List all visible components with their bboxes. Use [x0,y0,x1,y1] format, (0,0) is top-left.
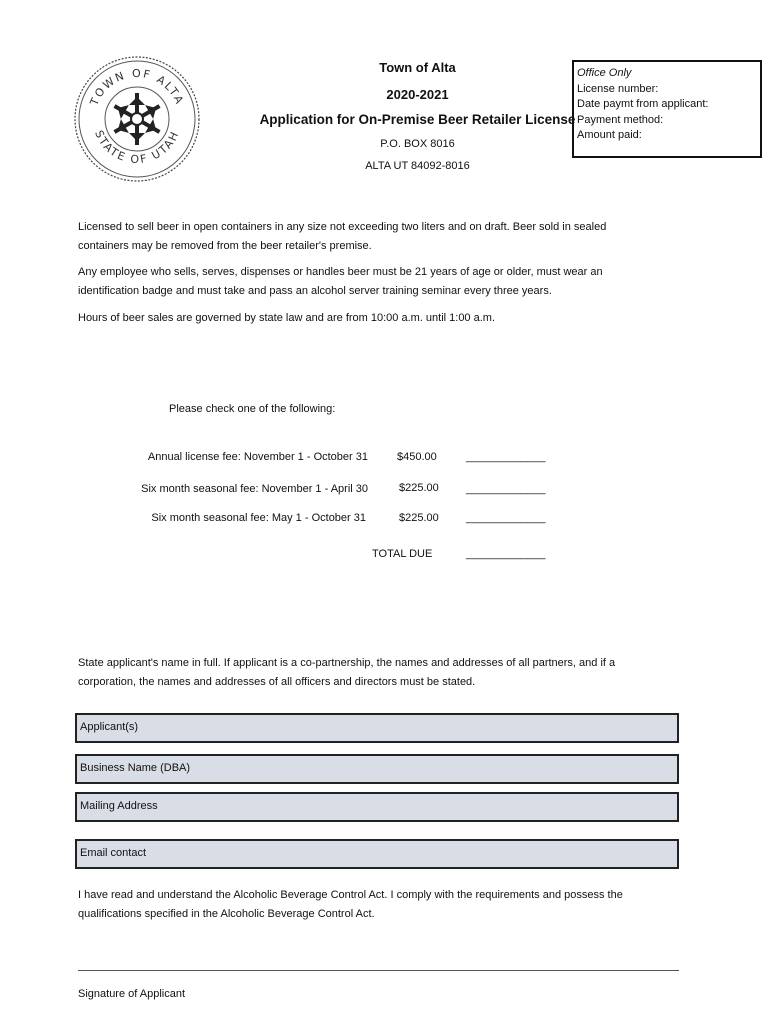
paragraph-employee-rules [78,263,688,301]
office-license-number: License number: [577,82,659,95]
signature-label: Signature of Applicant [78,988,186,1000]
fee-winter-check[interactable]: _____________ [466,483,546,495]
paragraph-line: qualifications specified in the Alcoholic Beverage Control Act. [78,908,375,920]
paragraph-line: Licensed to sell beer in open containers in any size not exceeding two liters and on draft. Beer sold in sealed [78,221,607,233]
fee-summer-label: Six month seasonal fee: May 1 - October 31 [151,512,366,524]
fee-summer-amount: $225.00 [399,512,439,524]
mailing-address-field[interactable]: Mailing Address [75,792,679,822]
form-title: Application for On-Premise Beer Retailer License [259,112,576,127]
office-amount-paid: Amount paid: [577,129,642,141]
applicants-field[interactable]: Applicant(s) [75,713,679,743]
paragraph-line: identification badge and must take and pass an alcohol server training seminar every three years. [78,285,552,297]
fee-summer-check[interactable]: _____________ [466,512,546,524]
office-only-box [572,60,762,158]
paragraph-line: corporation, the names and addresses of all officers and directors must be stated. [78,676,476,688]
fee-winter-amount: $225.00 [399,482,439,494]
paragraph-line: Any employee who sells, serves, dispenses or handles beer must be 21 years of age or older, must wear an [78,266,603,278]
fee-annual-amount: $450.00 [397,451,437,463]
email-contact-field[interactable]: Email contact [75,839,679,869]
paragraph-license-scope [78,218,688,256]
total-due-blank[interactable]: _____________ [466,548,546,560]
town-name: Town of Alta [379,60,456,75]
fee-winter-label: Six month seasonal fee: November 1 - April 30 [141,483,368,495]
city-address: ALTA UT 84092-8016 [365,160,470,172]
po-box: P.O. BOX 8016 [380,138,455,150]
applicant-instructions [78,654,688,692]
office-payment-method: Payment method: [577,113,664,126]
fee-annual-check[interactable]: _____________ [466,451,546,463]
license-year: 2020-2021 [386,87,449,102]
fee-annual-label: Annual license fee: November 1 - October 31 [147,451,368,463]
paragraph-line: I have read and understand the Alcoholic Beverage Control Act. I comply with the requirements and possess the [78,889,623,901]
paragraph-hours: Hours of beer sales are governed by state law and are from 10:00 a.m. until 1:00 a.m. [78,312,496,324]
office-payment-date: Date paymt from applicant: [577,98,709,110]
signature-line[interactable] [78,970,679,971]
paragraph-line: containers may be removed from the beer retailer's premise. [78,240,372,252]
snowflake-icon [113,93,160,145]
seal-top-text: TOWN OF ALTA [87,66,187,108]
town-seal [73,55,201,183]
paragraph-line: State applicant's name in full. If applicant is a co-partnership, the names and addresses of all partners, and if a [78,657,616,669]
total-due-label: TOTAL DUE [372,548,433,560]
town-seal-graphic [73,55,201,183]
office-only-title: Office Only [577,67,632,79]
seal-bottom-text: STATE OF UTAH [92,128,182,167]
business-name-field[interactable]: Business Name (DBA) [75,754,679,784]
fee-instruction: Please check one of the following: [169,403,336,415]
declaration [78,886,688,924]
